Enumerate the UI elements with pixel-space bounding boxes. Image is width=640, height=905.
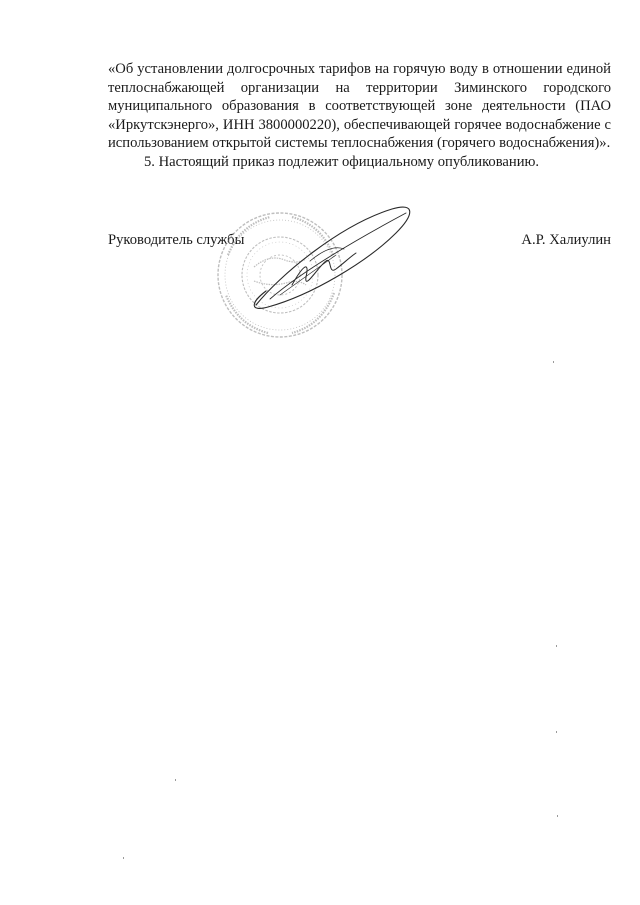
signer-name: А.Р. Халиулин [521, 232, 611, 248]
scan-speck [175, 779, 176, 781]
signature-block [108, 232, 611, 254]
handwritten-signature [254, 207, 410, 308]
scan-speck [557, 815, 558, 817]
stamp-and-signature [210, 195, 430, 355]
document-body [108, 60, 611, 171]
paragraph-publication-clause: 5. Настоящий приказ подлежит официальному опубликованию. [144, 153, 540, 170]
paragraph-order-title: «Об установлении долгосрочных тарифов на горячую воду в отношении единой теплоснабжающей организации на территории Зиминского городского муниципального образования в соответствующей зоне деятельности (ПАО «Иркутскэнерго», ИНН 3800000220), обеспечивающей горячее водоснабжение с использованием открытой системы теплоснабжения (горячего водоснабжения)». [108, 61, 611, 151]
scan-speck [553, 361, 554, 363]
scan-speck [556, 731, 557, 733]
scan-speck [556, 645, 557, 647]
signer-title: Руководитель службы [108, 232, 245, 248]
scan-speck [123, 857, 124, 859]
